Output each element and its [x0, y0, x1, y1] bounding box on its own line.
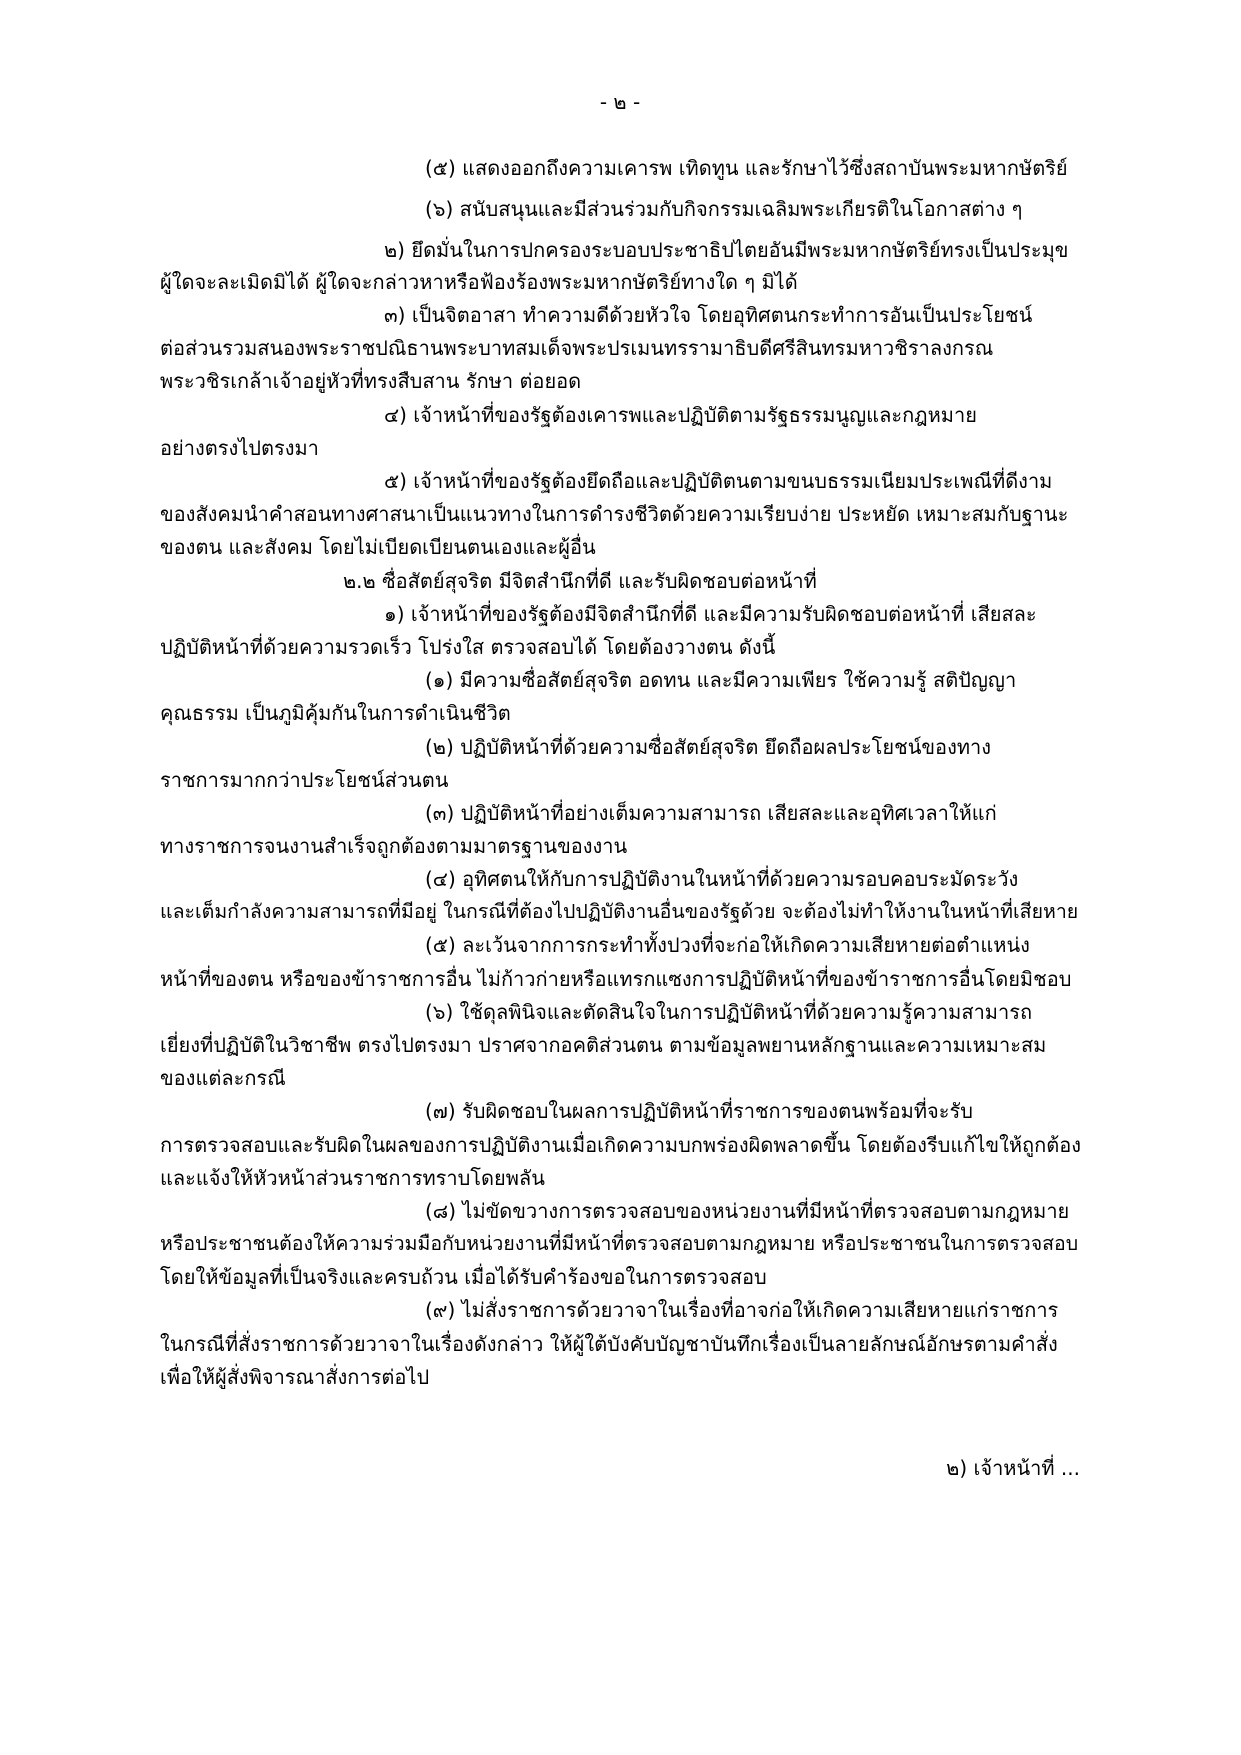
item-3-volunteer: ๓) เป็นจิตอาสา ทำความดีด้วยหัวใจ โดยอุทิศตนกระทำการอันเป็นประโยชน์ — [384, 303, 1033, 327]
para-5-loyalty: (๕) แสดงออกถึงความเคารพ เทิดทูน และรักษาไว้ซึ่งสถาบันพระมหากษัตริย์ — [425, 156, 1068, 180]
continuation-note: ๒) เจ้าหน้าที่ ... — [946, 1456, 1080, 1480]
sub-8-continuation-1: หรือประชาชนต้องให้ความร่วมมือกับหน่วยงานที่มีหน้าที่ตรวจสอบตามกฎหมาย หรือประชาชนในการตรวจสอบ — [160, 1232, 1079, 1255]
sub-2-public-interest: (๒) ปฏิบัติหน้าที่ด้วยความซื่อสัตย์สุจริต ยึดถือผลประโยชน์ของทาง — [425, 735, 992, 759]
sub-6-continuation-1: เยี่ยงที่ปฏิบัติในวิชาชีพ ตรงไปตรงมา ปราศจากอคติส่วนตน ตามข้อมูลพยานหลักฐานและความเหมาะสม — [160, 1033, 1047, 1057]
item-1-continuation: ปฏิบัติหน้าที่ด้วยความรวดเร็ว โปร่งใส ตรวจสอบได้ โดยต้องวางตน ดังนี้ — [160, 635, 776, 659]
item-3-continuation-2: พระวชิรเกล้าเจ้าอยู่หัวที่ทรงสืบสาน รักษา ต่อยอด — [160, 369, 582, 393]
sub-6-continuation-2: ของแต่ละกรณี — [160, 1066, 286, 1090]
item-2-continuation: ผู้ใดจะละเมิดมิได้ ผู้ใดจะกล่าวหาหรือฟ้องร้องพระมหากษัตริย์ทางใด ๆ มิได้ — [160, 270, 798, 294]
sub-3-full-capacity: (๓) ปฏิบัติหน้าที่อย่างเต็มความสามารถ เสียสละและอุทิศเวลาให้แก่ — [425, 801, 997, 825]
sub-9-continuation-2: เพื่อให้ผู้สั่งพิจารณาสั่งการต่อไป — [160, 1365, 430, 1389]
sub-7-continuation-2: และแจ้งให้หัวหน้าส่วนราชการทราบโดยพลัน — [160, 1166, 545, 1190]
sub-7-continuation-1: การตรวจสอบและรับผิดในผลของการปฏิบัติงานเมื่อเกิดความบกพร่องผิดพลาดขึ้น โดยต้องรีบแก้ไขให้ถูกต้อง — [160, 1133, 1082, 1157]
sub-9-verbal-orders: (๙) ไม่สั่งราชการด้วยวาจาในเรื่องที่อาจก่อให้เกิดความเสียหายแก่ราชการ — [425, 1298, 1059, 1322]
item-2-democracy: ๒) ยึดมั่นในการปกครองระบอบประชาธิปไตยอันมีพระมหากษัตริย์ทรงเป็นประมุข — [384, 238, 1069, 262]
sub-7-accountability: (๗) รับผิดชอบในผลการปฏิบัติหน้าที่ราชการของตนพร้อมที่จะรับ — [425, 1099, 973, 1123]
sub-5-continuation: หน้าที่ของตน หรือของข้าราชการอื่น ไม่ก้าวก่ายหรือแทรกแซงการปฏิบัติหน้าที่ของข้าราชการอื่นโดยมิชอบ — [160, 967, 1072, 991]
item-1-conscience: ๑) เจ้าหน้าที่ของรัฐต้องมีจิตสำนึกที่ดี และมีความรับผิดชอบต่อหน้าที่ เสียสละ — [384, 602, 1037, 626]
item-4-continuation: อย่างตรงไปตรงมา — [160, 436, 319, 460]
sub-8-continuation-2: โดยให้ข้อมูลที่เป็นจริงและครบถ้วน เมื่อได้รับคำร้องขอในการตรวจสอบ — [160, 1265, 767, 1289]
sub-8-inspection: (๘) ไม่ขัดขวางการตรวจสอบของหน่วยงานที่มีหน้าที่ตรวจสอบตามกฎหมาย — [425, 1199, 1070, 1223]
item-5-tradition: ๕) เจ้าหน้าที่ของรัฐต้องยึดถือและปฏิบัติตนตามขนบธรรมเนียมประเพณีที่ดีงาม — [384, 469, 1053, 493]
sub-9-continuation-1: ในกรณีที่สั่งราชการด้วยวาจาในเรื่องดังกล่าว ให้ผู้ใต้บังคับบัญชาบันทึกเรื่องเป็นลายลักษณ์อักษรตามคำสั่ง — [160, 1332, 1058, 1356]
page-number: - ๒ - — [599, 90, 641, 114]
sub-4-dedication: (๔) อุทิศตนให้กับการปฏิบัติงานในหน้าที่ด้วยความรอบคอบระมัดระวัง — [425, 867, 1019, 891]
sub-2-continuation: ราชการมากกว่าประโยชน์ส่วนตน — [160, 768, 449, 792]
para-6-support: (๖) สนับสนุนและมีส่วนร่วมกับกิจกรรมเฉลิมพระเกียรติในโอกาสต่าง ๆ — [425, 197, 1023, 221]
item-5-continuation-1: ของสังคมนำคำสอนทางศาสนาเป็นแนวทางในการดำรงชีวิตด้วยความเรียบง่าย ประหยัด เหมาะสมกับฐานะ — [160, 502, 1069, 526]
sub-5-refrain: (๕) ละเว้นจากการกระทำทั้งปวงที่จะก่อให้เกิดความเสียหายต่อตำแหน่ง — [425, 933, 1030, 957]
sub-1-honesty: (๑) มีความซื่อสัตย์สุจริต อดทน และมีความเพียร ใช้ความรู้ สติปัญญา — [425, 668, 1017, 692]
item-4-constitution: ๔) เจ้าหน้าที่ของรัฐต้องเคารพและปฏิบัติตามรัฐธรรมนูญและกฎหมาย — [384, 403, 977, 427]
section-2-2-heading: ๒.๒ ซื่อสัตย์สุจริต มีจิตสำนึกที่ดี และรับผิดชอบต่อหน้าที่ — [343, 569, 817, 593]
sub-1-continuation: คุณธรรม เป็นภูมิคุ้มกันในการดำเนินชีวิต — [160, 701, 511, 725]
sub-3-continuation: ทางราชการจนงานสำเร็จถูกต้องตามมาตรฐานของงาน — [160, 834, 628, 858]
item-5-continuation-2: ของตน และสังคม โดยไม่เบียดเบียนตนเองและผู้อื่น — [160, 535, 596, 559]
item-3-continuation-1: ต่อส่วนรวมสนองพระราชปณิธานพระบาทสมเด็จพระปรเมนทรรามาธิบดีศรีสินทรมหาวชิราลงกรณ — [160, 336, 994, 360]
sub-4-continuation: และเต็มกำลังความสามารถที่มีอยู่ ในกรณีที่ต้องไปปฏิบัติงานอื่นของรัฐด้วย จะต้องไม่ทำให้งานในหน้าที่เสียหาย — [160, 900, 1079, 923]
sub-6-judgment: (๖) ใช้ดุลพินิจและตัดสินใจในการปฏิบัติหน้าที่ด้วยความรู้ความสามารถ — [425, 1000, 1033, 1024]
